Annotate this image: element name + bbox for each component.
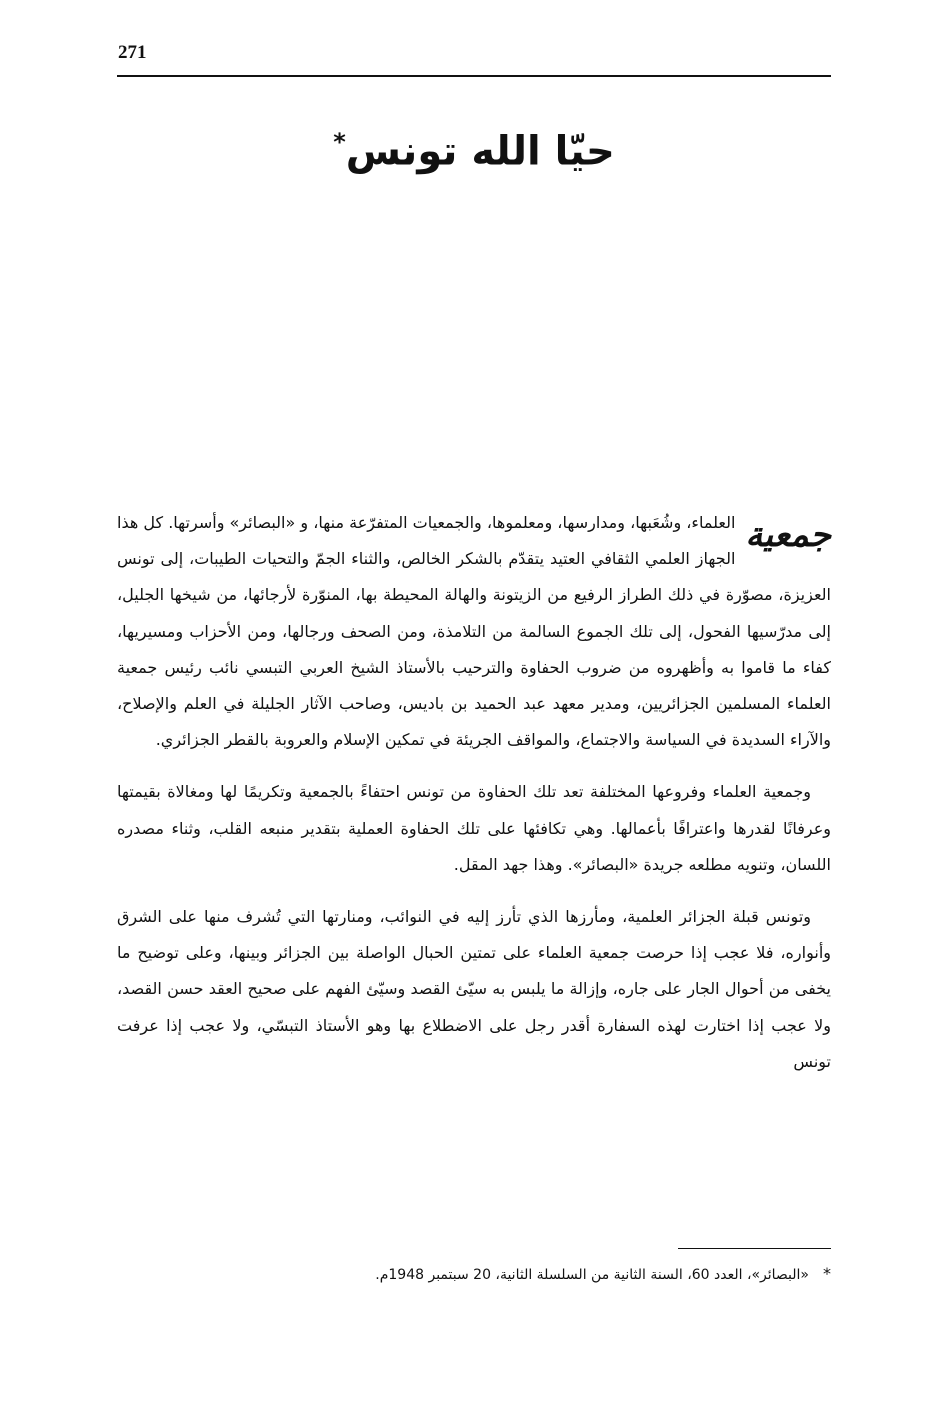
footnote-rule [678, 1248, 831, 1249]
paragraph-1-text: العلماء، وشُعَبها، ومدارسها، ومعلموها، والجمعيات المتفرّعة منها، و «البصائر» وأسرتها. كل هذا الجهاز العلمي الثقافي العتيد يتقدّم بالشكر الخالص، والثناء الجمّ والتحيات الطيبات، إلى تونس العزيزة، مصوّرة في ذلك الطراز الرفيع من الزيتونة والهالة المحيطة بها، المنوّرة لأرجائها، من شيخها الجليل، إلى مدرّسيها الفحول، إلى تلك الجموع السالمة من التلامذة، ومن الصحف ورجالها، ومن الأحزاب ومسيريها، كفاء ما قاموا به وأظهروه من ضروب الحفاوة والترحيب بالأستاذ الشيخ العربي التبسي نائب رئيس جمعية العلماء المسلمين الجزائريين، ومدير معهد عبد الحميد بن باديس، وصاحب الآثار الجليلة في العلم والإصلاح، والآراء السديدة في السياسة والاجتماع، والمواقف الجريئة في تمكين الإسلام والعروبة بالقطر الجزائري. [117, 513, 831, 750]
page-number: 271 [118, 42, 147, 63]
title-footnote-marker: * [333, 128, 346, 156]
footnote-text: «البصائر»، العدد 60، السنة الثانية من السلسلة الثانية، 20 سبتمبر 1948م. [375, 1267, 809, 1283]
article-body [117, 505, 831, 1096]
footnote [200, 1262, 831, 1287]
chapter-title-text: حيّا الله تونس [345, 128, 615, 175]
chapter-title [117, 112, 831, 181]
paragraph-3: وتونس قبلة الجزائر العلمية، ومأرزها الذي تأرز إليه في النوائب، ومنارتها التي تُشرف منها على الشرق وأنواره، فلا عجب إذا حرصت جمعية العلماء على تمتين الحبال الواصلة بين الجزائر وبينها، وعلى توضيح ما يخفى من أحوال الجار على جاره، وإزالة ما يلبس به سيّئ القصد وسيّئ الفهم على صحيح العقد حسن القصد، ولا عجب إذا اختارت لهذه السفارة أقدر رجل على الاضطلاع بها وهو الأستاذ التبسّي، ولا عجب إذا عرفت تونس [117, 907, 831, 1071]
header-rule [117, 75, 831, 77]
drop-word: جمعية [745, 515, 831, 555]
footnote-marker: * [823, 1264, 831, 1283]
paragraph-1 [117, 505, 831, 758]
paragraph-2: وجمعية العلماء وفروعها المختلفة تعد تلك الحفاوة من تونس احتفاءً بالجمعية وتكريمًا لها ومغالاة بقيمتها وعرفانًا لقدرها واعترافًا بأعمالها. وهي تكافئها على تلك الحفاوة العملية بتقدير منبعه القلب، وثناء مصدره اللسان، وتنويه مطلعه جريدة «البصائر». وهذا جهد المقل. [117, 782, 831, 874]
